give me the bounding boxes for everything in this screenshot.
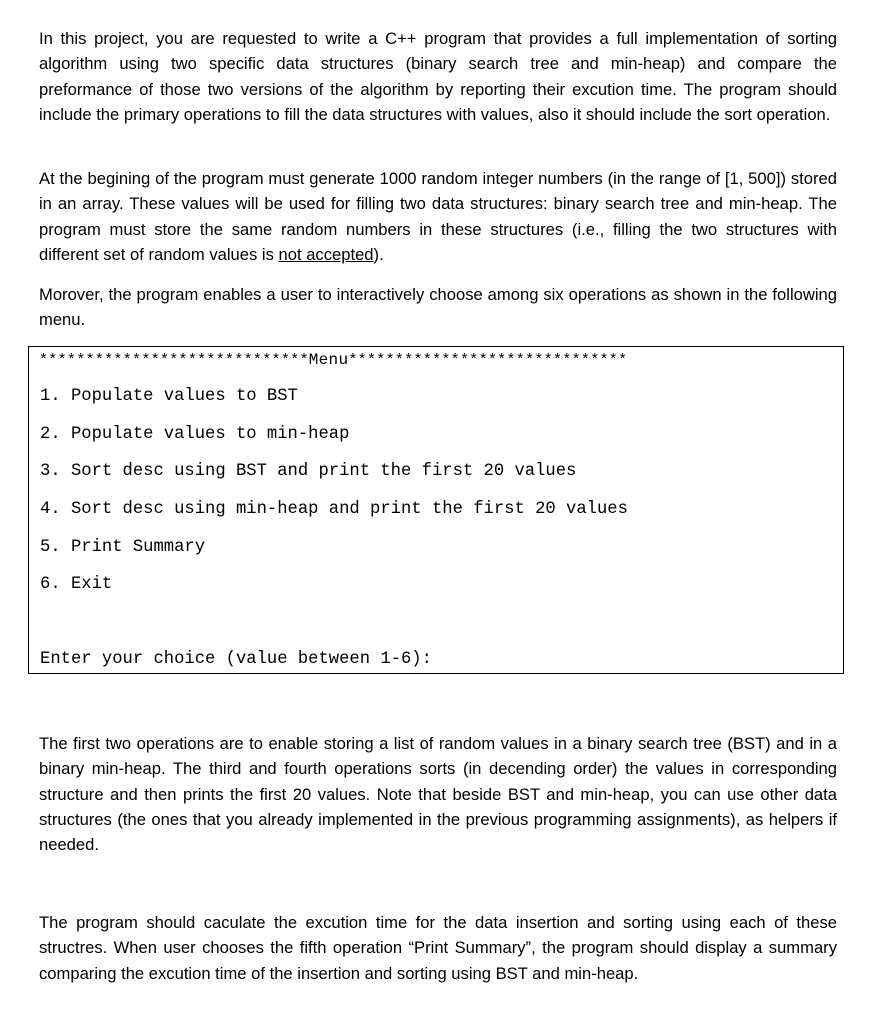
paragraph-random-text: At the begining of the program must generate 1000 random integer numbers (in the range of [1, 500]) stored in an array. These values will be used for filling two data structures: binary search tree and min-heap. The program must store the same random numbers in these structures (i.e., filling the two structures with different set of random values is <box>39 169 837 264</box>
paragraph-menu-intro: Morover, the program enables a user to interactively choose among six operations as shown in the following menu. <box>39 285 837 330</box>
paragraph-random-end: ). <box>373 244 384 264</box>
not-accepted-underlined: not accepted <box>278 244 374 264</box>
console-menu-box <box>28 346 844 674</box>
menu-item-2: 2. Populate values to min-heap <box>40 425 350 444</box>
menu-header <box>39 351 835 369</box>
menu-stars-right: ****************************** <box>348 351 628 369</box>
paragraph-intro: In this project, you are requested to write a C++ program that provides a full implementation of sorting algorithm using two specific data structures (binary search tree and min-heap) and compare the preformance of those two versions of the algorithm by reporting their excution time. The program should include the primary operations to fill the data structures with values, also it should include the sort operation. <box>39 29 837 124</box>
menu-stars-left: ***************************** <box>39 351 309 369</box>
menu-item-4: 4. Sort desc using min-heap and print the first 20 values <box>40 500 628 519</box>
paragraph-summary: The program should caculate the excution time for the data insertion and sorting using each of these structres. When user chooses the fifth operation “Print Summary”, the program should display a summary comparing the excution time of the insertion and sorting using BST and min-heap. <box>39 913 837 983</box>
page-top-clipped-line <box>39 0 837 3</box>
menu-title: Menu <box>308 351 349 369</box>
menu-item-5: 5. Print Summary <box>40 538 206 557</box>
paragraph-operations: The first two operations are to enable storing a list of random values in a binary search tree (BST) and in a binary min-heap. The third and fourth operations sorts (in decending order) the values in corresponding structure and then prints the first 20 values. Note that beside BST and min-heap, you can use other data structures (the ones that you already implemented in the previous programming assignments), as helpers if needed. <box>39 734 837 855</box>
paragraph-random-numbers <box>39 166 837 267</box>
menu-item-3: 3. Sort desc using BST and print the first 20 values <box>40 462 577 481</box>
menu-item-1: 1. Populate values to BST <box>40 387 298 406</box>
menu-item-6: 6. Exit <box>40 575 113 594</box>
menu-prompt: Enter your choice (value between 1-6): <box>40 650 432 669</box>
